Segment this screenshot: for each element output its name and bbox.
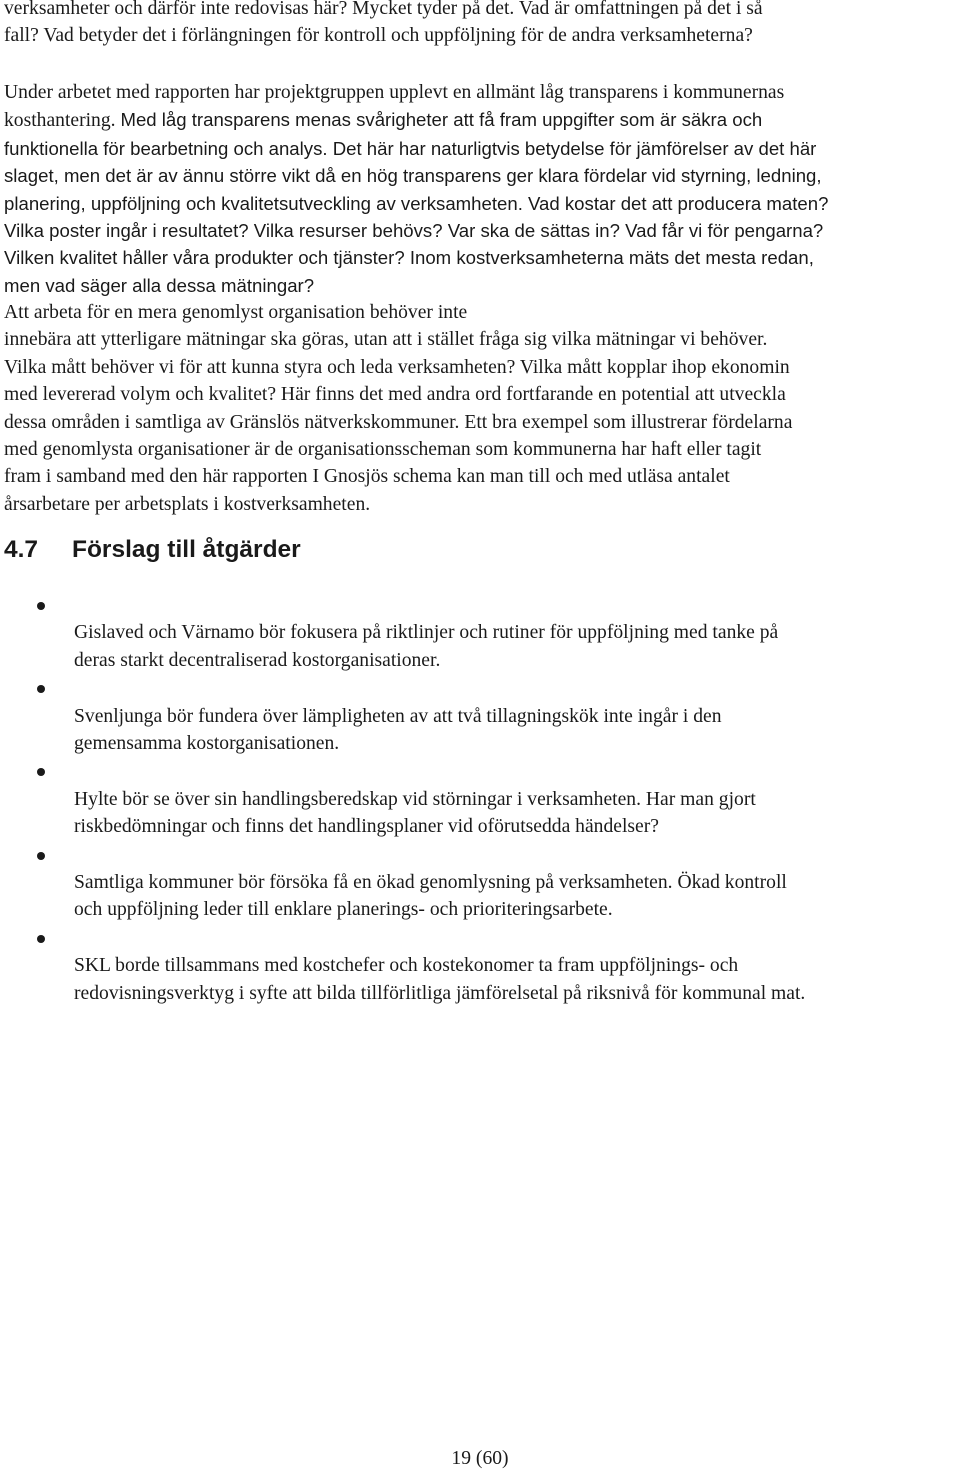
bullet-icon [37,685,45,693]
bullet-icon [37,602,45,610]
paragraph-2-sans-text: Med låg transparens menas svårigheter att få fram uppgifter som är säkra och funktionella för bearbetning och analys. Det här har naturligtvis betydelse för jämförelser av det här slaget, men det är av ännu större vikt då en hög transparens ger klara fördelar vid styrning, ledning, planering, uppföljning och kvalitetsutveckling av verksamheten. Vad kostar det att producera maten? Vilka poster ingår i resultatet? Vilka resurser behövs? Var ska de sättas in? Vad får vi för pengarna? Vilken kvalitet håller våra produkter och tjänster? Inom kostverksamheterna mäts det mesta redan, men vad säger alla dessa mätningar? [4,109,829,296]
section-number: 4.7 [4,536,39,563]
body-paragraph-1: verksamheter och därför inte redovisas här? Mycket tyder på det. Vad är omfattningen på det i så fall? Vad betyder det i förlängningen för kontroll och uppföljning för de andra verksamheterna? [4,0,763,47]
list-item [0,925,960,1007]
recommendation-list [0,592,960,1008]
list-item [0,675,960,757]
list-item-text: Samtliga kommuner bör försöka få en ökad genomlysning på verksamheten. Ökad kontroll och uppföljning leder till enklare planerings- och prioriteringsarbete. [74,872,787,921]
list-item-text: Hylte bör se över sin handlingsberedskap vid störningar i verksamheten. Har man gjort riskbedömningar och finns det handlingsplaner vid oförutsedda händelser? [74,788,756,838]
page-number: 19 (60) [451,1448,509,1469]
list-item-text: Gislaved och Värnamo bör fokusera på riktlinjer och rutiner för uppföljning med tanke på deras starkt decentraliserad kostorganisationer. [74,622,779,671]
list-item [0,758,960,840]
list-item-text: Svenljunga bör fundera över lämpligheten av att två tillagningskök inte ingår i den gemensamma kostorganisationen. [74,705,722,755]
bullet-icon [37,852,45,860]
section-heading [4,533,301,567]
body-paragraph-2 [4,79,958,299]
bullet-icon [37,935,45,943]
body-paragraph-3: Att arbeta för en mera genomlyst organisation behöver inte innebära att ytterligare mätningar ska göras, utan att i stället fråga sig vilka mätningar vi behöver. Vilka mått behöver vi för att kunna styra och leda verksamheten? Vilka mått kopplar ihop ekonomin med levererad volym och kvalitet? Här finns det med andra ord fortfarande en potential att utveckla dessa områden i samtliga av Gränslös nätverkskommuner. Ett bra exempel som illustrerar fördelarna med genomlysta organisationer är de organisationsscheman som kommunerna har haft eller tagit fram i samband med den här rapporten I Gnosjös schema kan man till och med utläsa antalet årsarbetare per arbetsplats i kostverksamheten. [4,302,793,515]
list-item [0,842,960,924]
paragraph-2-lead: Under arbetet med rapporten har projektgruppen upplevt en allmänt låg transparens i kommunernas kosthantering. [4,82,785,132]
list-item-text: SKL borde tillsammans med kostchefer och kostekonomer ta fram uppföljnings- och redovisningsverktyg i syfte att bilda tillförlitliga jämförelsetal på riksnivå för kommunal mat. [74,955,806,1004]
bullet-icon [37,768,45,776]
section-title: Förslag till åtgärder [72,536,301,563]
list-item [0,592,960,674]
